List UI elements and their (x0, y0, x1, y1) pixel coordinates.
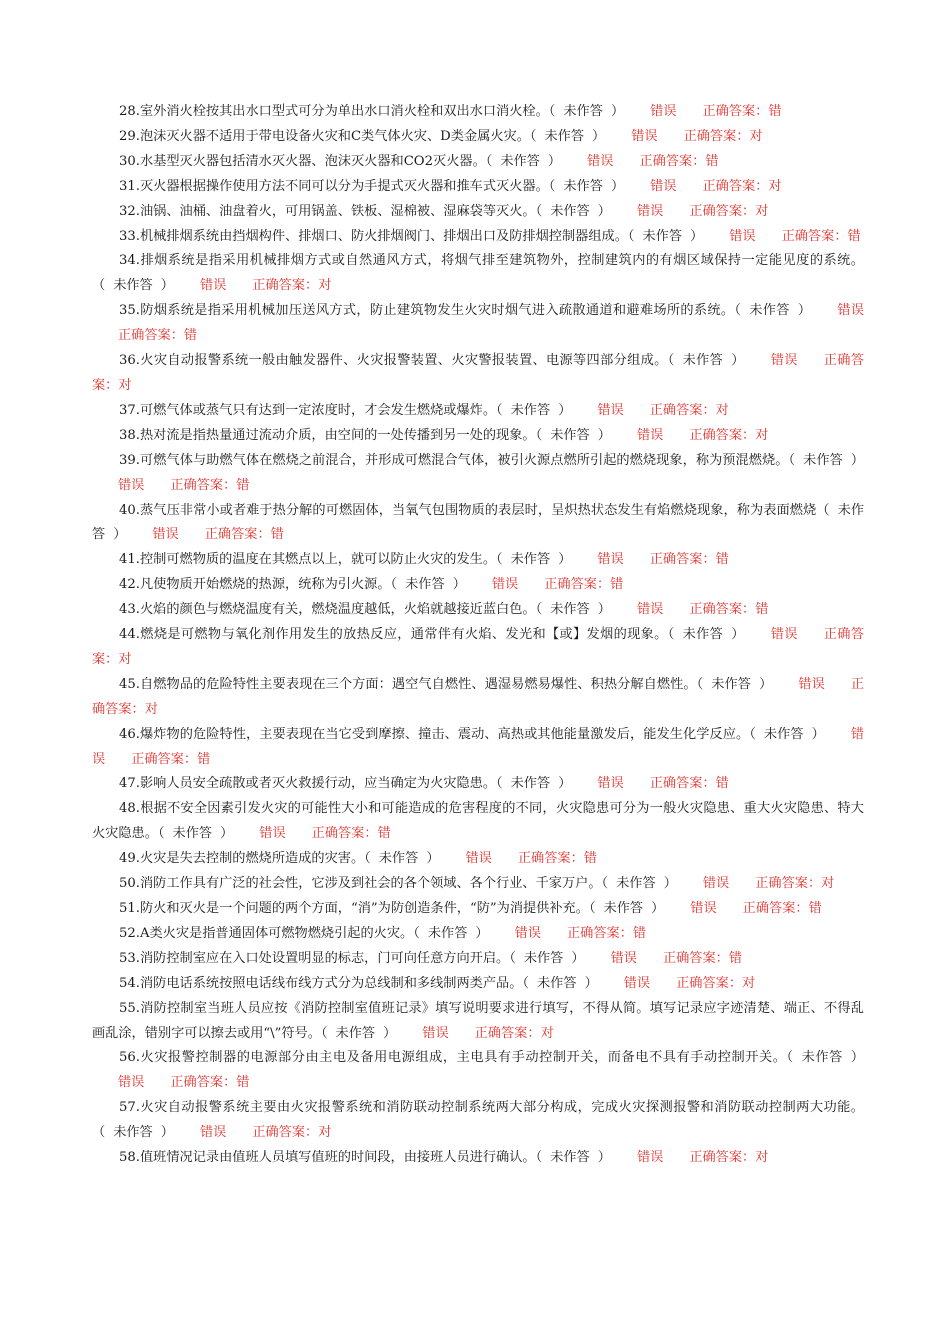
close-paren: ） (850, 1050, 864, 1066)
correct-answer: 正确答案：对 (689, 1150, 769, 1166)
correct-answer: 正确答案：对 (649, 402, 729, 418)
result-label: 错误 (597, 776, 624, 792)
question-item (92, 797, 864, 847)
question-item (92, 548, 864, 573)
question-item (92, 424, 864, 449)
correct-answer: 正确答案：对 (676, 975, 756, 991)
close-paren: ） (731, 627, 745, 643)
answer-status: 未作答 (550, 203, 590, 219)
answer-status: 未作答 (510, 402, 551, 418)
question-item (92, 673, 864, 723)
question-text: 54.消防电话系统按照电话线布线方式分为总线制和多线制两类产品。（ (119, 975, 529, 991)
question-item (92, 449, 864, 499)
result-label: 错误 (199, 278, 227, 294)
question-text: 47.影响人员安全疏散或者灭火救援行动，应当确定为火灾隐患。（ (119, 776, 503, 792)
question-item (92, 598, 864, 623)
question-text: 32.油锅、油桶、油盘着火，可用锅盖、铁板、湿棉被、湿麻袋等灭火。（ (119, 203, 543, 219)
answer-status: 未作答 (550, 602, 590, 618)
close-paren: ） (558, 402, 572, 418)
answer-status: 未作答 (544, 128, 585, 144)
question-text: 49.火灾是失去控制的燃烧所造成的灾害。（ (119, 851, 371, 867)
result-label: 错误 (92, 726, 865, 767)
correct-answer: 正确答案：错 (170, 1075, 250, 1091)
question-item (92, 1146, 864, 1171)
question-item (92, 847, 864, 872)
answer-status: 未作答 (682, 353, 724, 369)
result-label: 错误 (650, 104, 677, 119)
close-paren: ） (597, 427, 611, 443)
close-paren: ） (584, 975, 598, 991)
close-paren: ） (759, 676, 773, 692)
question-item (92, 299, 864, 349)
answer-status: 未作答 (749, 303, 790, 319)
question-list (92, 100, 864, 1171)
question-text: 46.爆炸物的危险特性，主要表现在当它受到摩擦、撞击、震动、高热或其他能量激发后，能发生化学反应。（ (119, 726, 756, 742)
answer-status: 未作答 (642, 228, 683, 244)
correct-answer: 正确答案：错 (639, 153, 719, 169)
correct-answer: 正确答案：对 (755, 876, 835, 892)
answer-status: 未作答 (172, 826, 213, 842)
correct-answer: 正确答案：对 (689, 427, 769, 443)
question-item (92, 499, 864, 549)
result-label: 错误 (837, 303, 865, 319)
answer-status: 未作答 (603, 901, 644, 916)
question-item (92, 723, 864, 773)
question-item (92, 623, 864, 673)
correct-answer: 正确答案：错 (781, 228, 861, 244)
close-paren: ） (797, 303, 812, 319)
answer-status: 未作答 (682, 627, 724, 643)
question-item (92, 100, 864, 125)
close-paren: ） (731, 353, 745, 369)
close-paren: ） (597, 1150, 611, 1166)
question-text: 48.根据不安全因素引发火灾的可能性大小和可能造成的危害程度的不同，火灾隐患可分为一般火灾隐患、重大火灾隐患、特大火灾隐患。（ (92, 801, 864, 842)
result-label: 错误 (702, 876, 730, 892)
result-label: 错误 (152, 527, 179, 543)
result-label: 错误 (623, 975, 651, 991)
question-text: 29.泡沫灭火器不适用于带电设备火灾和C类气体火灾、D类金属火灾。（ (119, 128, 537, 144)
answer-status: 未作答 (510, 552, 551, 568)
result-label: 错误 (465, 851, 492, 867)
result-label: 错误 (118, 1075, 145, 1091)
answer-status: 未作答 (803, 452, 843, 468)
close-paren: ） (811, 726, 825, 742)
correct-answer: 正确答案：对 (474, 1025, 554, 1041)
result-label: 错误 (729, 228, 756, 244)
answer-status: 未作答 (378, 851, 419, 867)
correct-answer: 正确答案：错 (170, 477, 250, 493)
answer-status: 未作答 (523, 950, 564, 966)
answer-status: 未作答 (113, 1125, 153, 1141)
answer-status: 未作答 (335, 1025, 376, 1041)
close-paren: ） (220, 826, 234, 842)
close-paren: ） (571, 950, 585, 966)
correct-answer: 正确答案：对 (252, 1125, 332, 1141)
question-text: 39.可燃气体与助燃气体在燃烧之前混合，并形成可燃混合气体，被引火源点燃所引起的燃烧现象，称为预混燃烧。（ (119, 452, 796, 468)
answer-status: 未作答 (563, 104, 603, 119)
question-text: 30.水基型灭火器包括清水灭火器、泡沫灭火器和CO2灭火器。（ (119, 153, 493, 169)
result-label: 错误 (631, 128, 658, 144)
question-item (92, 249, 864, 299)
answer-status: 未作答 (550, 1150, 590, 1166)
answer-status: 未作答 (563, 178, 603, 194)
result-label: 错误 (597, 402, 624, 418)
answer-status: 未作答 (537, 975, 577, 991)
question-text: 53.消防控制室应在入口处设置明显的标志，门可向任意方向开启。（ (119, 950, 516, 966)
close-paren: ） (592, 128, 606, 144)
correct-answer: 正确答案：错 (662, 950, 743, 966)
result-label: 错误 (770, 627, 798, 643)
close-paren: ） (113, 527, 127, 543)
correct-answer: 正确答案：错 (702, 104, 782, 119)
close-paren: ） (475, 925, 489, 941)
correct-answer: 正确答案：错 (204, 527, 284, 543)
close-paren: ） (160, 278, 174, 294)
close-paren: ） (558, 552, 572, 568)
question-text: 51.防火和灭火是一个问题的两个方面，“消”为防创造条件，“防”为消提供补充。（ (119, 901, 596, 916)
question-text: 34.排烟系统是指采用机械排烟方式或自然通风方式，将烟气排至建筑物外，控制建筑内的有烟区域保持一定能见度的系统。（ (92, 253, 864, 294)
question-item (92, 997, 864, 1047)
close-paren: ） (610, 178, 625, 194)
question-item (92, 175, 864, 200)
result-label: 错误 (636, 427, 664, 443)
question-text: 40.蒸气压非常小或者难于热分解的可燃固体，当氧气包围物质的表层时，呈炽热状态发生有焰燃烧现象，称为表面燃烧（ (119, 502, 830, 518)
close-paren: ） (558, 776, 572, 792)
correct-answer: 正确答案：对 (702, 178, 782, 194)
close-paren: ） (597, 602, 611, 618)
correct-answer: 正确答案：错 (742, 901, 822, 916)
correct-answer: 正确答案：对 (689, 203, 769, 219)
question-item (92, 225, 864, 250)
answer-status: 未作答 (427, 925, 468, 941)
answer-status: 未作答 (113, 278, 153, 294)
result-label: 错误 (636, 1150, 664, 1166)
question-item (92, 972, 864, 997)
question-text: 56.火灾报警控制器的电源部分由主电及备用电源组成，主电具有手动控制开关，而备电不具有手动控制开关。（ (119, 1050, 794, 1066)
close-paren: ） (610, 104, 625, 119)
question-text: 45.自燃物品的危险特性主要表现在三个方面：遇空气自燃性、遇湿易燃易爆性、积热分解自燃性。（ (119, 676, 704, 692)
result-label: 错误 (514, 925, 541, 941)
question-text: 28.室外消火栓按其出水口型式可分为单出水口消火栓和双出水口消火栓。（ (119, 104, 556, 119)
answer-status: 未作答 (405, 577, 445, 593)
question-text: 33.机械排烟系统由挡烟构件、排烟口、防火排烟阀门、排烟出口及防排烟控制器组成。（ (119, 228, 635, 244)
question-text: 44.燃烧是可燃物与氧化剂作用发生的放热反应，通常伴有火焰、发光和【或】发烟的现象。（ (119, 627, 675, 643)
question-text: 35.防烟系统是指采用机械加压送风方式，防止建筑物发生火灾时烟气进入疏散通道和避难场所的系统。（ (119, 303, 742, 319)
question-item (92, 947, 864, 972)
answer-status: 未作答 (801, 1050, 843, 1066)
question-item (92, 1096, 864, 1146)
result-label: 错误 (259, 826, 286, 842)
correct-answer: 正确答案：错 (118, 328, 198, 344)
result-label: 错误 (422, 1025, 449, 1041)
question-item (92, 349, 864, 399)
question-text: 42.凡使物质开始燃烧的热源，统称为引火源。（ (119, 577, 398, 593)
correct-answer: 正确答案：错 (311, 826, 391, 842)
result-label: 错误 (491, 577, 519, 593)
question-item (92, 1046, 864, 1096)
result-label: 错误 (798, 676, 825, 692)
result-label: 错误 (690, 901, 717, 916)
answer-status: 未作答 (550, 427, 590, 443)
result-label: 错误 (636, 203, 664, 219)
question-item (92, 922, 864, 947)
answer-status: 未作答 (92, 502, 865, 543)
correct-answer: 正确答案：错 (566, 925, 647, 941)
question-item (92, 399, 864, 424)
question-text: 38.热对流是指热量通过流动介质，由空间的一处传播到另一处的现象。（ (119, 427, 543, 443)
question-item (92, 573, 864, 598)
close-paren: ） (452, 577, 466, 593)
result-label: 错误 (587, 153, 614, 169)
answer-status: 未作答 (616, 876, 656, 892)
correct-answer: 正确答案：错 (544, 577, 624, 593)
result-label: 错误 (597, 552, 624, 568)
correct-answer: 正确答案：错 (649, 552, 729, 568)
correct-answer: 正确答案：对 (92, 627, 865, 667)
close-paren: ） (547, 153, 562, 169)
close-paren: ） (597, 203, 611, 219)
close-paren: ） (383, 1025, 397, 1041)
question-text: 52.A类火灾是指普通固体可燃物燃烧引起的火灾。（ (119, 925, 420, 941)
question-text: 50.消防工作具有广泛的社会性，它涉及到社会的各个领域、各个行业、千家万户。（ (119, 876, 609, 892)
question-item (92, 872, 864, 897)
answer-status: 未作答 (711, 676, 752, 692)
close-paren: ） (160, 1125, 174, 1141)
close-paren: ） (850, 452, 864, 468)
correct-answer: 正确答案：对 (92, 676, 865, 717)
question-item (92, 772, 864, 797)
correct-answer: 正确答案：对 (683, 128, 763, 144)
question-text: 58.值班情况记录由值班人员填写值班的时间段，由接班人员进行确认。（ (119, 1150, 543, 1166)
correct-answer: 正确答案：对 (252, 278, 332, 294)
question-item (92, 200, 864, 225)
result-label: 错误 (770, 353, 798, 369)
answer-status: 未作答 (510, 776, 551, 792)
question-text: 55.消防控制室当班人员应按《消防控制室值班记录》填写说明要求进行填写，不得从简。填写记录应字迹清楚、端正、不得乱画乱涂，错别字可以擦去或用“\”符号。（ (92, 1000, 864, 1041)
correct-answer: 正确答案：错 (689, 602, 769, 618)
question-text: 37.可燃气体或蒸气只有达到一定浓度时，才会发生燃烧或爆炸。（ (119, 402, 503, 418)
question-item (92, 150, 864, 175)
question-item (92, 125, 864, 150)
question-text: 31.灭火器根据操作使用方法不同可以分为手提式灭火器和推车式灭火器。（ (119, 178, 556, 194)
correct-answer: 正确答案：错 (649, 776, 729, 792)
result-label: 错误 (610, 950, 637, 966)
question-text: 36.火灾自动报警系统一般由触发器件、火灾报警装置、火灾警报装置、电源等四部分组成。（ (119, 353, 675, 369)
result-label: 错误 (650, 178, 677, 194)
question-text: 57.火灾自动报警系统主要由火灾报警系统和消防联动控制系统两大部分构成，完成火灾探测报警和消防联动控制两大功能。（ (92, 1100, 864, 1141)
close-paren: ） (651, 901, 665, 916)
question-item (92, 897, 864, 922)
answer-status: 未作答 (763, 726, 804, 742)
close-paren: ） (690, 228, 704, 244)
close-paren: ） (426, 851, 440, 867)
close-paren: ） (663, 876, 677, 892)
question-text: 41.控制可燃物质的温度在其燃点以上，就可以防止火灾的发生。（ (119, 552, 503, 568)
question-text: 43.火焰的颜色与燃烧温度有关，燃烧温度越低，火焰就越接近蓝白色。（ (119, 602, 543, 618)
result-label: 错误 (199, 1125, 227, 1141)
answer-status: 未作答 (500, 153, 540, 169)
result-label: 错误 (118, 477, 145, 493)
correct-answer: 正确答案：错 (131, 751, 211, 767)
correct-answer: 正确答案：对 (92, 353, 865, 393)
result-label: 错误 (636, 602, 664, 618)
correct-answer: 正确答案：错 (517, 851, 597, 867)
